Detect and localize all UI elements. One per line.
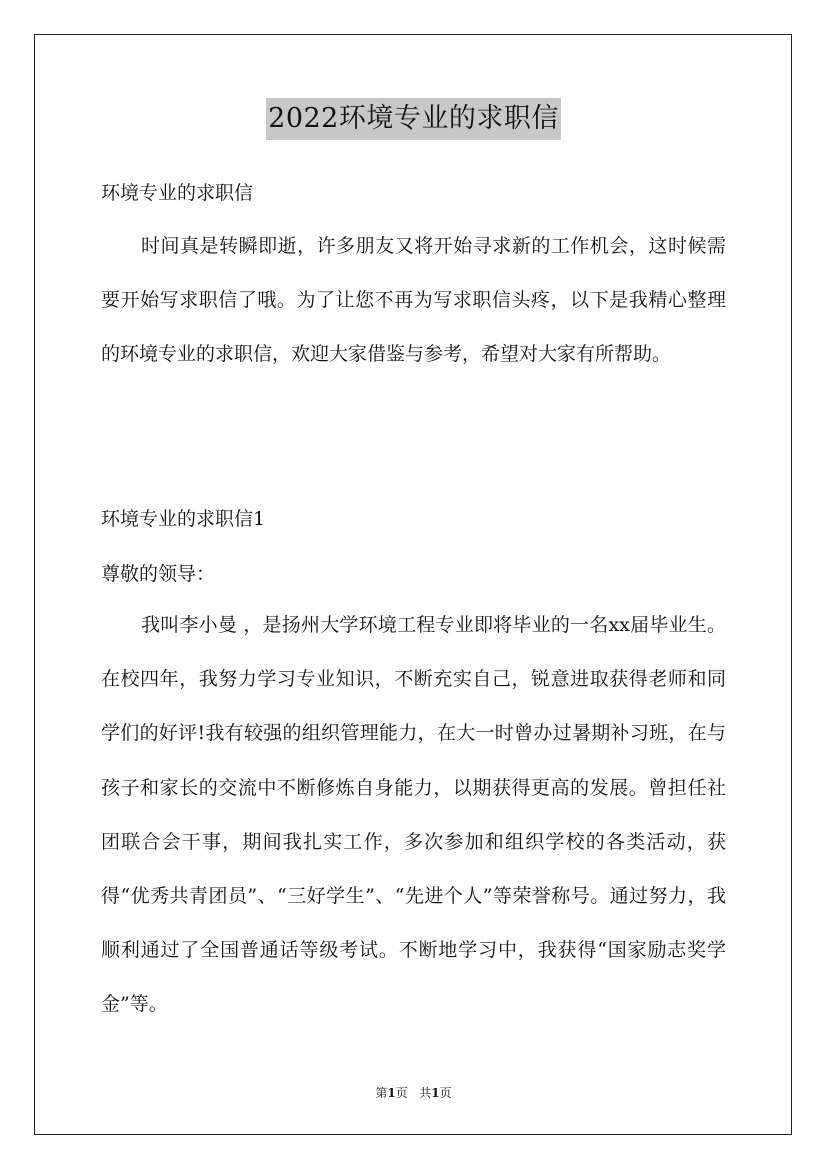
page-footer [0, 1085, 827, 1101]
document-title: 2022环境专业的求职信 [266, 98, 561, 140]
footer-mid: 页 共 [395, 1086, 432, 1100]
footer-prefix: 第 [375, 1086, 388, 1100]
footer-page-total: 1 [431, 1086, 440, 1100]
title-container [0, 98, 827, 140]
footer-page-number: 1 [387, 1086, 396, 1100]
footer-suffix: 页 [439, 1086, 452, 1100]
letter-heading: 环境专业的求职信1 [101, 508, 266, 530]
intro-paragraph: 时间真是转瞬即逝，许多朋友又将开始寻求新的工作机会，这时候需要开始写求职信了哦。为了让您不再为写求职信头疼，以下是我精心整理的环境专业的求职信，欢迎大家借鉴与参考，希望对大家有所帮助。 [101, 235, 726, 366]
letter-body-paragraph: 我叫李小曼 ，是扬州大学环境工程专业即将毕业的一名xx届毕业生。在校四年，我努力学习专业知识，不断充实自己，锐意进取获得老师和同学们的好评!我有较强的组织管理能力，在大一时曾办过暑期补习班，在与孩子和家长的交流中不断修炼自身能力，以期获得更高的发展。曾担任社团联合会干事，期间我扎实工作，多次参加和组织学校的各类活动，获得“优秀共青团员”、“三好学生”、“先进个人”等荣誉称号。通过努力，我顺利通过了全国普通话等级考试。不断地学习中，我获得“国家励志奖学金”等。 [101, 614, 726, 1016]
salutation: 尊敬的领导： [101, 563, 216, 585]
section-heading: 环境专业的求职信 [101, 182, 254, 204]
